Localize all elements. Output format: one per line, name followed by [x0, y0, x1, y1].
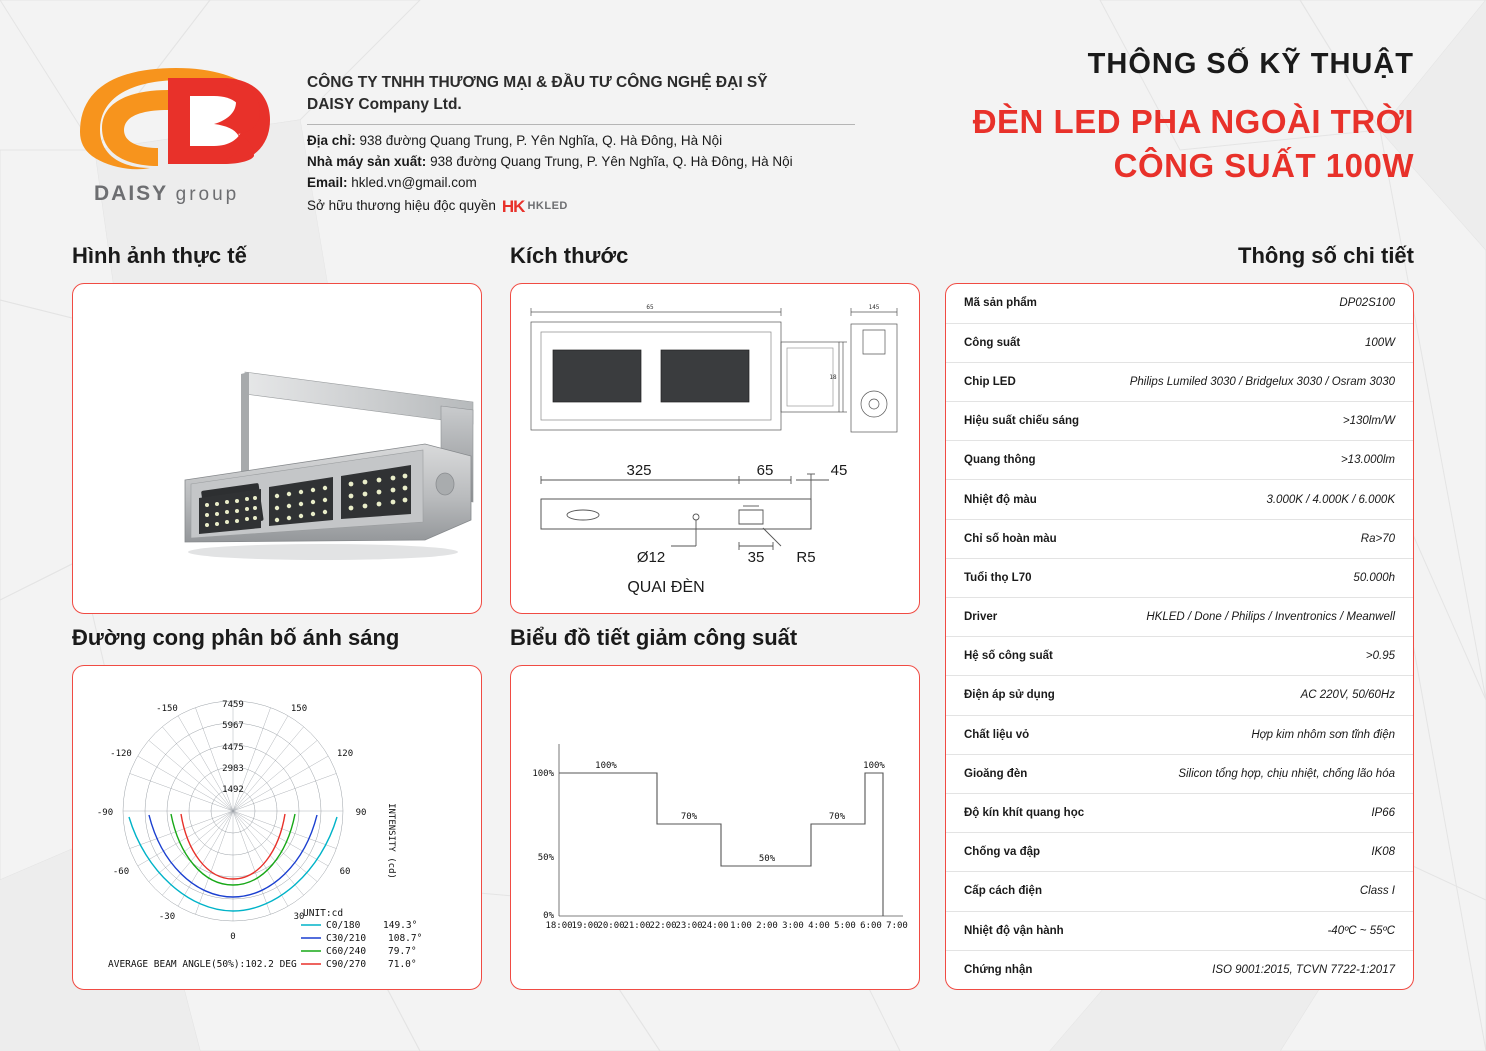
- spec-value: Ra>70: [1105, 519, 1413, 558]
- angle-label-150: 150: [290, 704, 308, 714]
- spec-value: AC 220V, 50/60Hz: [1105, 676, 1413, 715]
- angle-label-30: 30: [293, 912, 305, 922]
- polar-footer: AVERAGE BEAM ANGLE(50%):102.2 DEG: [108, 959, 297, 970]
- spec-key: Độ kín khít quang học: [946, 793, 1105, 832]
- dim-main-length: 325: [626, 462, 652, 479]
- angle-label-n120: -120: [110, 749, 132, 759]
- x-tick-8: 2:00: [756, 921, 778, 931]
- spec-value: Hợp kim nhôm sơn tĩnh điện: [1105, 715, 1413, 754]
- x-tick-7: 1:00: [730, 921, 752, 931]
- spec-key: Quang thông: [946, 441, 1105, 480]
- legend-value-0: 149.3°: [383, 920, 418, 931]
- x-tick-9: 3:00: [782, 921, 804, 931]
- x-tick-10: 4:00: [808, 921, 830, 931]
- table-row: [946, 833, 1413, 872]
- table-row: [946, 519, 1413, 558]
- email-label: Email:: [307, 174, 348, 190]
- step-label-3: 70%: [828, 812, 846, 822]
- spec-key: Nhiệt độ màu: [946, 480, 1105, 519]
- dim-seg-35: 35: [747, 549, 765, 566]
- spec-key: Mã sản phẩm: [946, 284, 1105, 323]
- spec-value: Philips Lumiled 3030 / Bridgelux 3030 / Osram 3030: [1105, 362, 1413, 401]
- table-row: [946, 793, 1413, 832]
- spec-key: Gioăng đèn: [946, 754, 1105, 793]
- table-row: [946, 911, 1413, 950]
- angle-label-60: 60: [339, 867, 351, 877]
- spec-key: Driver: [946, 598, 1105, 637]
- x-tick-13: 7:00: [886, 921, 908, 931]
- hkled-mark: HK: [501, 196, 525, 216]
- spec-value: ISO 9001:2015, TCVN 7722-1:2017: [1212, 964, 1395, 977]
- x-tick-0: 18:00: [545, 921, 573, 931]
- product-title-line1: ĐÈN LED PHA NGOÀI TRỜI: [972, 103, 1414, 140]
- product-photo: [73, 284, 483, 615]
- radial-tick-2: 4475: [222, 743, 244, 753]
- spec-key: Hiệu suất chiếu sáng: [946, 402, 1105, 441]
- section-title-real-image: Hình ảnh thực tế: [72, 243, 247, 268]
- step-label-0: 100%: [595, 761, 617, 771]
- spec-key: Hệ số công suất: [946, 637, 1105, 676]
- hkled-word: HKLED: [527, 200, 568, 213]
- angle-label-n90: -90: [96, 808, 114, 818]
- x-tick-2: 20:00: [597, 921, 625, 931]
- table-row: [946, 402, 1413, 441]
- factory-value: 938 đường Quang Trung, P. Yên Nghĩa, Q. Hà Đông, Hà Nội: [430, 153, 793, 169]
- table-row: [946, 362, 1413, 401]
- angle-label-n150: -150: [156, 704, 178, 714]
- dim-side-label: 18: [829, 374, 837, 381]
- table-row: [946, 284, 1413, 323]
- spec-value: Class I: [1105, 872, 1413, 911]
- radial-tick-0: 7459: [222, 700, 244, 710]
- dim-seg-45: 45: [830, 462, 848, 479]
- polar-chart: [73, 666, 483, 991]
- angle-label-120: 120: [336, 749, 354, 759]
- angle-label-n60: -60: [112, 867, 130, 877]
- factory-label: Nhà máy sản xuất:: [307, 153, 427, 169]
- spec-key: Chất liệu vỏ: [946, 715, 1105, 754]
- dimming-chart: [511, 666, 921, 991]
- table-row: [946, 558, 1413, 597]
- spec-key: Nhiệt độ vận hành: [946, 911, 1105, 950]
- document-title-block: [774, 48, 1414, 185]
- spec-value: IK08: [1105, 833, 1413, 872]
- radial-tick-4: 1492: [222, 785, 244, 795]
- table-row: [946, 441, 1413, 480]
- page-header: [0, 0, 1486, 232]
- address-label: Địa chỉ:: [307, 132, 356, 148]
- angle-label-90: 90: [355, 808, 367, 818]
- spec-value: 100W: [1105, 323, 1413, 362]
- polar-ylabel: INTENSITY (cd): [386, 803, 396, 879]
- legend-label-0: C0/180: [326, 920, 361, 931]
- x-tick-12: 6:00: [860, 921, 882, 931]
- dim-hole: Ø12: [636, 549, 666, 566]
- logo-wordmark: DAISY group: [94, 182, 240, 205]
- product-title-line2: CÔNG SUẤT 100W: [1113, 147, 1414, 184]
- spec-key: Cấp cách điện: [946, 872, 1105, 911]
- legend-value-1: 108.7°: [388, 933, 423, 944]
- section-title-specs: Thông số chi tiết: [1238, 243, 1414, 268]
- legend-label-1: C30/210: [326, 933, 367, 944]
- step-label-4: 100%: [863, 761, 885, 771]
- x-tick-3: 21:00: [623, 921, 651, 931]
- step-label-2: 50%: [758, 854, 776, 864]
- brand-ownership-row: [307, 194, 887, 220]
- dim-top-label: 65: [646, 304, 654, 311]
- spec-value: -40ºC ~ 55ºC: [1105, 911, 1413, 950]
- spec-key: Chứng nhận: [964, 964, 1033, 977]
- dim-seg-65: 65: [756, 462, 774, 479]
- y-tick-0: 0%: [543, 911, 554, 921]
- page-title: THÔNG SỐ KỸ THUẬT: [1087, 48, 1414, 80]
- x-tick-6: 24:00: [701, 921, 729, 931]
- table-row: [946, 323, 1413, 362]
- dim-right-label: 145: [868, 304, 880, 311]
- step-label-1: 70%: [680, 812, 698, 822]
- light-distribution-panel: [72, 665, 482, 990]
- table-row: [946, 872, 1413, 911]
- specifications-table: [946, 284, 1413, 989]
- y-tick-100: 100%: [532, 769, 554, 779]
- angle-label-0: 0: [230, 932, 236, 942]
- table-row: [946, 950, 1413, 989]
- spec-value: Silicon tổng hợp, chịu nhiệt, chống lão hóa: [1105, 754, 1413, 793]
- address-value: 938 đường Quang Trung, P. Yên Nghĩa, Q. Hà Đông, Hà Nội: [359, 132, 723, 148]
- legend-label-2: C60/240: [326, 946, 367, 957]
- section-title-dimming: Biểu đồ tiết giảm công suất: [510, 625, 798, 650]
- company-logo: [72, 62, 277, 222]
- spec-value: DP02S100: [1105, 284, 1413, 323]
- spec-value: 3.000K / 4.000K / 6.000K: [1105, 480, 1413, 519]
- polar-unit-label: UNIT:cd: [303, 908, 344, 919]
- spec-key: Chống va đập: [946, 833, 1105, 872]
- specifications-panel: [945, 283, 1414, 990]
- table-row: [946, 754, 1413, 793]
- spec-value: >13.000lm: [1105, 441, 1413, 480]
- spec-key: Điện áp sử dụng: [946, 676, 1105, 715]
- x-tick-11: 5:00: [834, 921, 856, 931]
- x-tick-5: 23:00: [675, 921, 703, 931]
- brand-label: Sở hữu thương hiệu độc quyền: [307, 198, 496, 214]
- x-tick-1: 19:00: [571, 921, 599, 931]
- spec-value: >130lm/W: [1105, 402, 1413, 441]
- spec-key: Công suất: [946, 323, 1105, 362]
- x-tick-4: 22:00: [649, 921, 677, 931]
- legend-value-2: 79.7°: [388, 946, 417, 957]
- table-row: [946, 715, 1413, 754]
- section-title-light-curve: Đường cong phân bố ánh sáng: [72, 625, 400, 650]
- radial-tick-1: 5967: [222, 721, 244, 731]
- spec-key: Chỉ số hoàn màu: [946, 519, 1105, 558]
- dimension-panel-top: [510, 283, 920, 614]
- company-name-en: DAISY Company Ltd.: [307, 96, 462, 114]
- table-row: [946, 598, 1413, 637]
- spec-value: IP66: [1105, 793, 1413, 832]
- legend-label-3: C90/270: [326, 959, 367, 970]
- product-image-panel: [72, 283, 482, 614]
- dim-caption: QUAI ĐÈN: [627, 579, 705, 596]
- company-name-vi: CÔNG TY TNHH THƯƠNG MẠI & ĐẦU TƯ CÔNG NGHỆ ĐẠI SỸ: [307, 74, 768, 91]
- table-row: [946, 676, 1413, 715]
- table-row: [946, 637, 1413, 676]
- spec-key: Chip LED: [946, 362, 1105, 401]
- angle-label-n30: -30: [158, 912, 176, 922]
- legend-value-3: 71.0°: [388, 959, 417, 970]
- spec-value: 50.000h: [1105, 558, 1413, 597]
- table-row: [946, 480, 1413, 519]
- section-title-dimensions: Kích thước: [510, 243, 629, 268]
- spec-key: Tuổi thọ L70: [946, 558, 1105, 597]
- spec-value: >0.95: [1105, 637, 1413, 676]
- email-value: hkled.vn@gmail.com: [351, 174, 477, 190]
- radial-tick-3: 2983: [222, 764, 244, 774]
- dim-radius: R5: [796, 549, 816, 566]
- dimming-chart-panel: [510, 665, 920, 990]
- dimension-drawing-top: [511, 284, 921, 615]
- y-tick-50: 50%: [537, 853, 554, 863]
- divider: [307, 124, 855, 125]
- hkled-logo: [502, 194, 568, 220]
- spec-value: HKLED / Done / Philips / Inventronics / Meanwell: [1105, 598, 1413, 637]
